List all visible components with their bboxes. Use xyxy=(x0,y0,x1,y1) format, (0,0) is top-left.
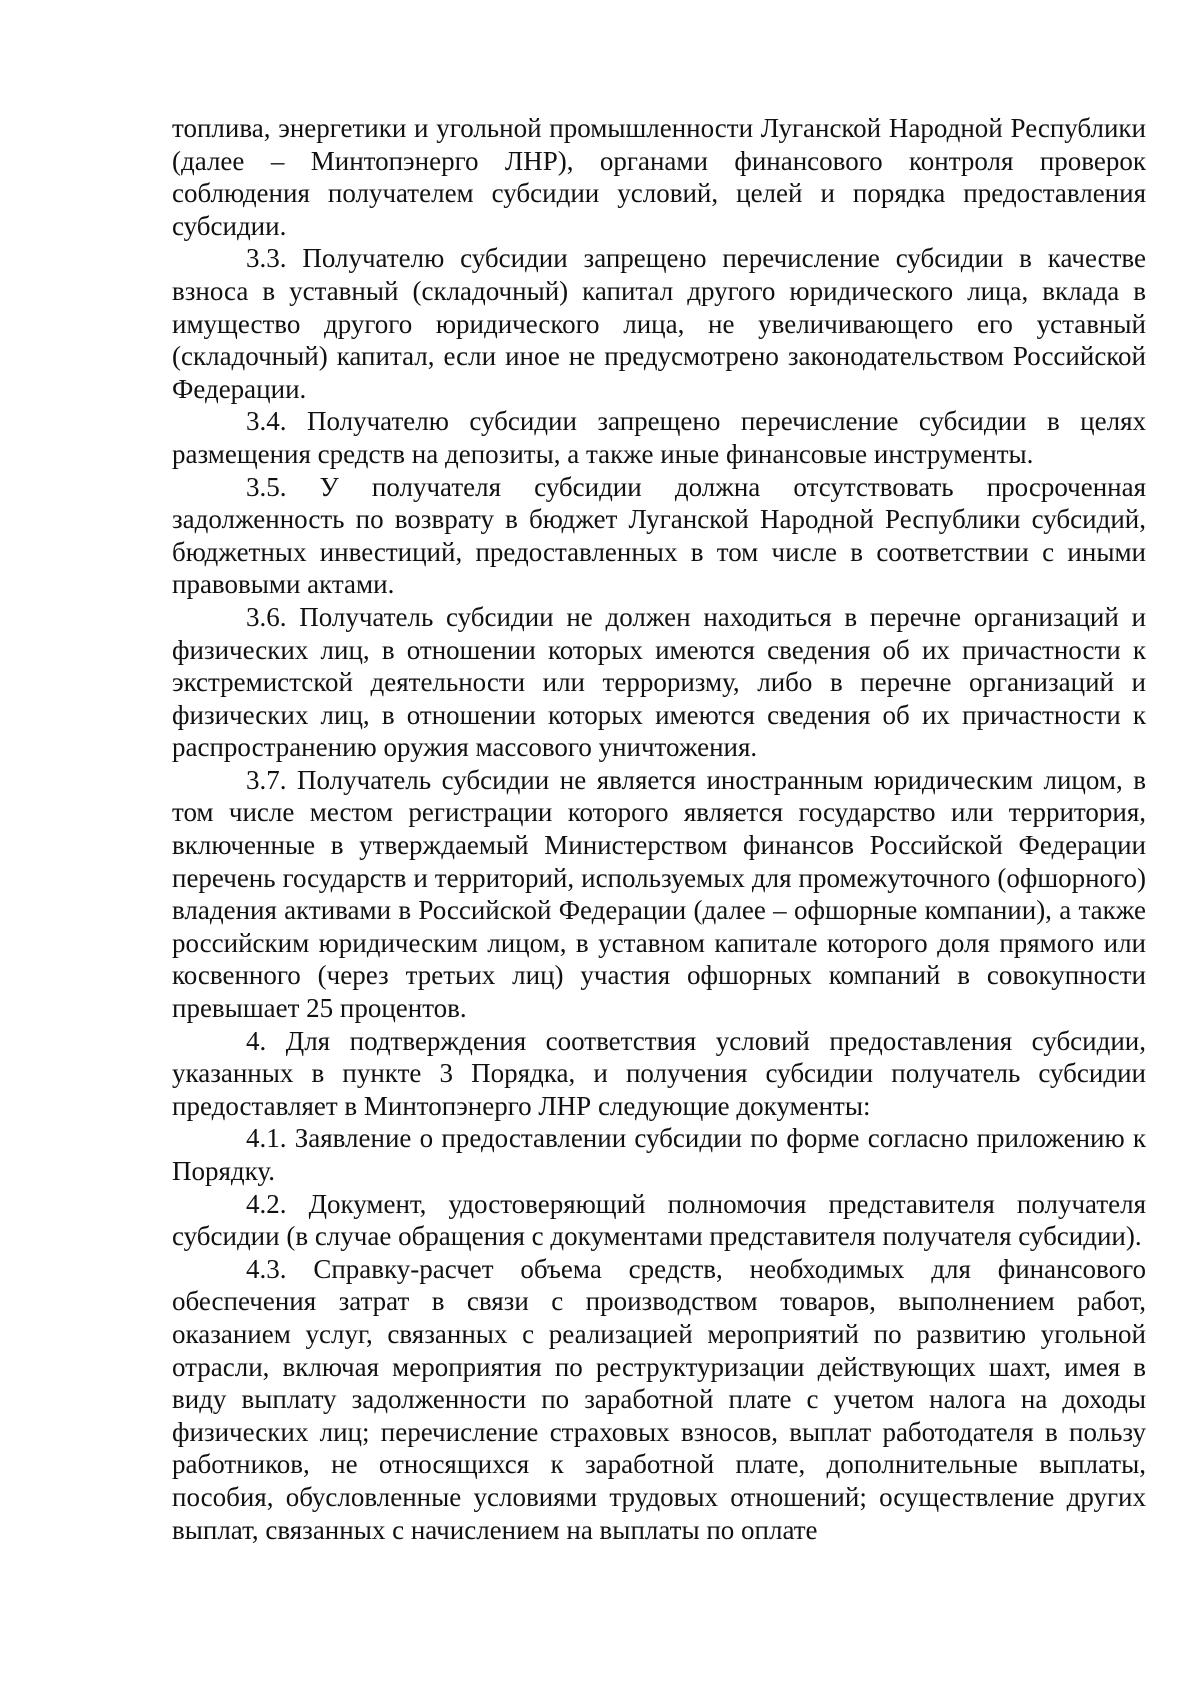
paragraph-3-6: 3.6. Получатель субсидии не должен находиться в перечне организаций и физических лиц, в отношении которых имеются сведения об их причастности к экстремистской деятельности или терроризму, либо в перечне организаций и физических лиц, в отношении которых имеются сведения об их причастности к распространению оружия массового уничтожения. xyxy=(172,601,1146,763)
paragraph-3-3: 3.3. Получателю субсидии запрещено перечисление субсидии в качестве взноса в уставный (складочный) капитал другого юридического лица, вклада в имущество другого юридического лица, не увеличивающего его уставный (складочный) капитал, если иное не предусмотрено законодательством Российской Федерации. xyxy=(172,243,1146,404)
paragraph-3-4: 3.4. Получателю субсидии запрещено перечисление субсидии в целях размещения средств на депозиты, а также иные финансовые инструменты. xyxy=(172,406,1146,469)
document-page xyxy=(172,112,1146,1546)
paragraph-3-7: 3.7. Получатель субсидии не является иностранным юридическим лицом, в том числе местом регистрации которого является государство или территория, включенные в утверждаемый Министерством финансов Российской Федерации перечень государств и территорий, используемых для промежуточного (офшорного) владения активами в Российской Федерации (далее – офшорные компании), а также российским юридическим лицом, в уставном капитале которого доля прямого или косвенного (через третьих лиц) участия офшорных компаний в совокупности превышает 25 процентов. xyxy=(172,764,1146,1024)
paragraph-continuation: топлива, энергетики и угольной промышленности Луганской Народной Республики (далее – Минтопэнерго ЛНР), органами финансового контроля проверок соблюдения получателем субсидии условий, целей и порядка предоставления субсидии. xyxy=(172,113,1146,241)
paragraph-4-1: 4.1. Заявление о предоставлении субсидии по форме согласно приложению к Порядку. xyxy=(172,1123,1146,1186)
paragraph-4-3: 4.3. Справку-расчет объема средств, необходимых для финансового обеспечения затрат в связи с производством товаров, выполнением работ, оказанием услуг, связанных с реализацией мероприятий по развитию угольной отрасли, включая мероприятия по реструктуризации действующих шахт, имея в виду выплату задолженности по заработной плате с учетом налога на доходы физических лиц; перечисление страховых взносов, выплат работодателя в пользу работников, не относящихся к заработной плате, дополнительные выплаты, пособия, обусловленные условиями трудовых отношений; осуществление других выплат, связанных с начислением на выплаты по оплате xyxy=(172,1253,1146,1545)
paragraph-4-2: 4.2. Документ, удостоверяющий полномочия представителя получателя субсидии (в случае обращения с документами представителя получателя субсидии). xyxy=(172,1188,1146,1252)
paragraph-4: 4. Для подтверждения соответствия условий предоставления субсидии, указанных в пункте 3 Порядка, и получения субсидии получатель субсидии предоставляет в Минтопэнерго ЛНР следующие документы: xyxy=(172,1025,1146,1121)
paragraph-3-5: 3.5. У получателя субсидии должна отсутствовать просроченная задолженность по возврату в бюджет Луганской Народной Республики субсидий, бюджетных инвестиций, предоставленных в том числе в соответствии с иными правовыми актами. xyxy=(172,471,1146,600)
